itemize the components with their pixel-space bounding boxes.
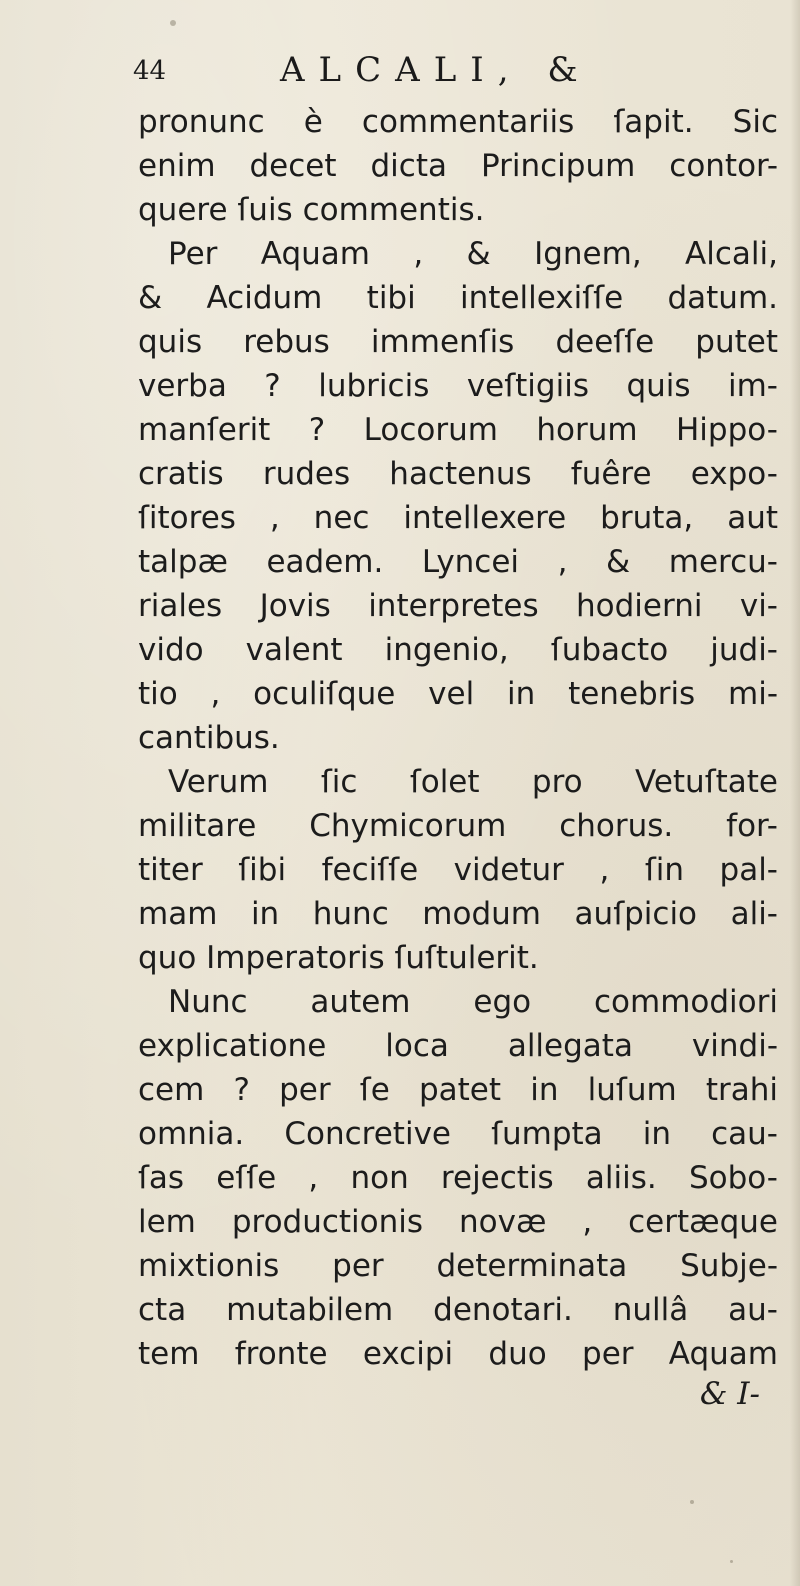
text-line: mam in hunc modum auſpicio ali- (138, 896, 778, 932)
text-line: tio , oculiſque vel in tenebris mi- (138, 676, 778, 712)
text-line: cem ? per ſe patet in luſum trahi (138, 1072, 778, 1108)
text-line: militare Chymicorum chorus. for- (138, 808, 778, 844)
text-line: manſerit ? Locorum horum Hippo- (138, 412, 778, 448)
catchword: & I- (699, 1376, 760, 1412)
text-line: ſitores , nec intellexere bruta, aut (138, 500, 778, 536)
text-line: & Acidum tibi intellexiſſe datum. (138, 280, 778, 316)
page-spine-shadow (790, 0, 800, 1586)
text-line: cantibus. (138, 720, 280, 756)
paper-speck (170, 20, 176, 26)
text-line: pronunc è commentariis ſapit. Sic (138, 104, 778, 140)
body-text (138, 100, 778, 1376)
text-line: tem fronte excipi duo per Aquam (138, 1336, 778, 1372)
text-line: mixtionis per determinata Subje- (138, 1248, 778, 1284)
text-line: ſas eſſe , non rejectis aliis. Sobo- (138, 1160, 778, 1196)
paper-speck (730, 1560, 733, 1563)
text-line: lem productionis novæ , certæque (138, 1204, 778, 1240)
running-head: ALCALI, & (280, 50, 592, 90)
text-line: titer ſibi feciſſe videtur , ſin pal- (138, 852, 778, 888)
page-number: 44 (133, 56, 167, 86)
text-line: Verum ſic ſolet pro Vetuſtate (168, 764, 778, 800)
text-line: enim decet dicta Principum contor- (138, 148, 778, 184)
text-line: quo Imperatoris ſuſtulerit. (138, 940, 539, 976)
text-line: vido valent ingenio, ſubacto judi- (138, 632, 778, 668)
text-line: riales Jovis interpretes hodierni vi- (138, 588, 778, 624)
text-line: verba ? lubricis veſtigiis quis im- (138, 368, 778, 404)
text-line: omnia. Concretive ſumpta in cau- (138, 1116, 778, 1152)
page-header (125, 50, 760, 95)
text-line: talpæ eadem. Lyncei , & mercu- (138, 544, 778, 580)
text-line: Nunc autem ego commodiori (168, 984, 778, 1020)
text-line: cratis rudes hactenus fuêre expo- (138, 456, 778, 492)
text-line: quere ſuis commentis. (138, 192, 485, 228)
text-line: explicatione loca allegata vindi- (138, 1028, 778, 1064)
paper-speck (690, 1500, 694, 1504)
text-line: Per Aquam , & Ignem, Alcali, (168, 236, 778, 272)
text-line: cta mutabilem denotari. nullâ au- (138, 1292, 778, 1328)
text-line: quis rebus immenſis deeſſe putet (138, 324, 778, 360)
